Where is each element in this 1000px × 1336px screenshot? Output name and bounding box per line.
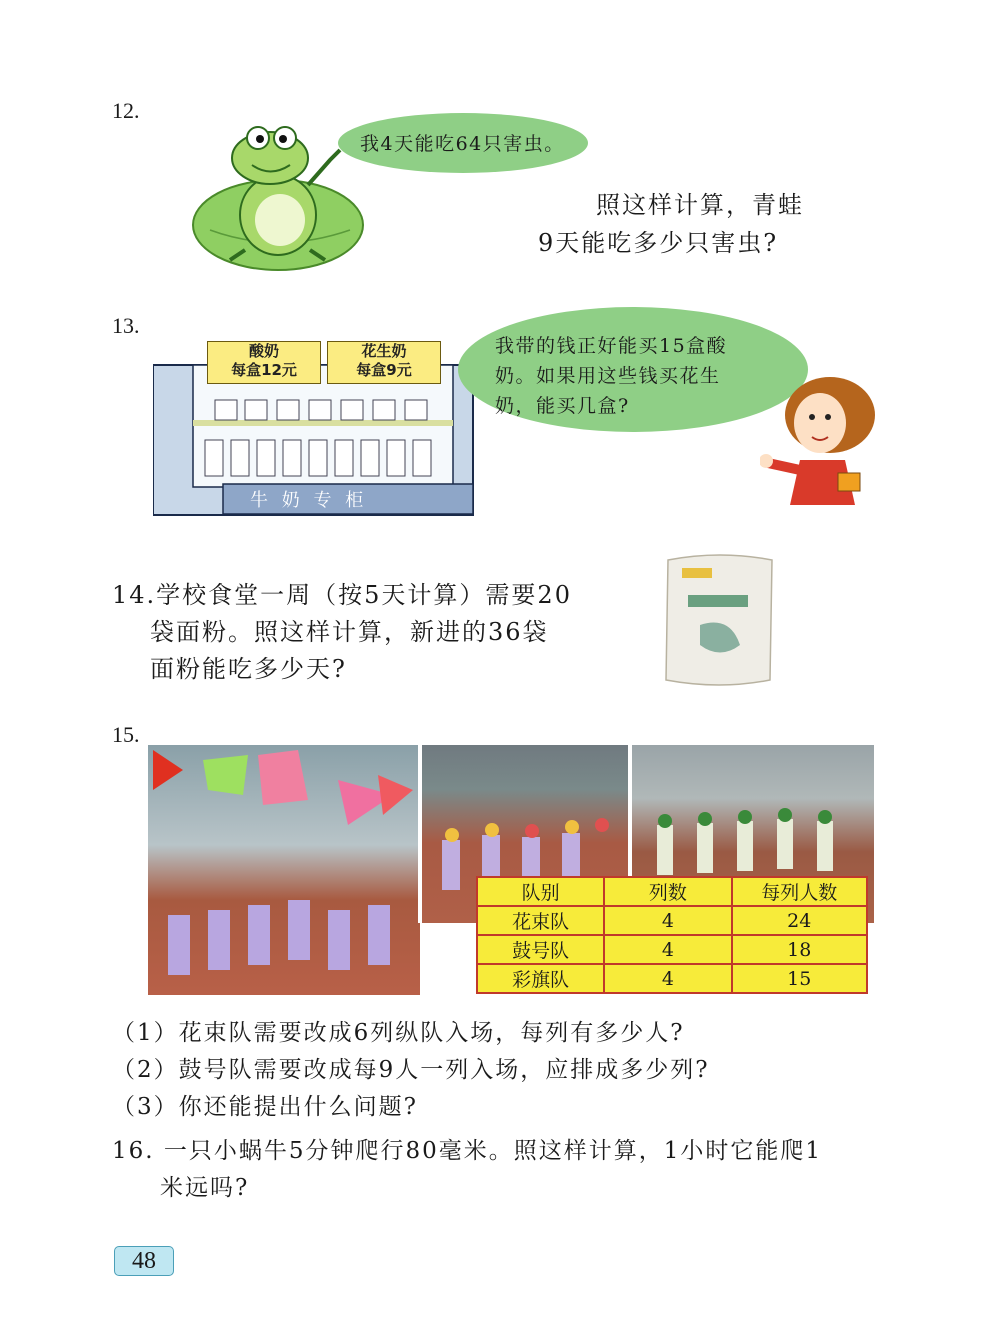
frog-speech-text: 我4天能吃64只害虫。 <box>360 133 565 155</box>
girl-speech-line3: 奶，能买几盒? <box>495 395 630 417</box>
table-row <box>477 964 867 993</box>
problem-14-line2: 袋面粉。照这样计算，新进的36袋 <box>150 618 549 646</box>
table-header-row <box>477 877 867 906</box>
problem-14-line3: 面粉能吃多少天? <box>150 655 347 683</box>
page-number: 48 <box>114 1246 174 1276</box>
yogurt-tag-price: 每盒12元 <box>231 361 297 379</box>
girl-speech-line2: 奶。如果用这些钱买花生 <box>495 365 721 387</box>
yogurt-tag-title: 酸奶 <box>248 342 279 360</box>
problem-16-line2: 米远吗? <box>160 1175 250 1201</box>
yogurt-price-tag <box>207 341 321 384</box>
table-header-cell: 列数 <box>604 877 731 906</box>
table-cell: 18 <box>732 935 868 964</box>
girl-speech-line1: 我带的钱正好能买15盒酸 <box>495 335 728 357</box>
problem-16-line1: 16. 一只小蜗牛5分钟爬行80毫米。照这样计算，1小时它能爬1 <box>112 1138 823 1164</box>
flag-team-photo <box>148 745 420 995</box>
problem-12-question-line1: 照这样计算，青蛙 <box>596 191 804 219</box>
table-cell: 鼓号队 <box>477 935 604 964</box>
girl-illustration <box>760 375 895 505</box>
problem-12-question-line2: 9天能吃多少只害虫? <box>538 229 779 257</box>
table-row <box>477 906 867 935</box>
peanut-milk-tag-price: 每盒9元 <box>356 361 412 379</box>
problem-15-question-3: （3）你还能提出什么问题? <box>112 1094 418 1120</box>
counter-sign-label: 牛 奶 专 柜 <box>250 490 368 511</box>
table-cell: 彩旗队 <box>477 964 604 993</box>
table-cell: 4 <box>604 906 731 935</box>
table-cell: 15 <box>732 964 868 993</box>
table-cell: 花束队 <box>477 906 604 935</box>
table-header-cell: 每列人数 <box>732 877 868 906</box>
problem-15-number: 15. <box>112 722 140 747</box>
table-header-cell: 队别 <box>477 877 604 906</box>
problem-13-number: 13. <box>112 313 140 338</box>
peanut-milk-price-tag <box>327 341 441 384</box>
table-cell: 24 <box>732 906 868 935</box>
problem-12-number: 12. <box>112 98 140 123</box>
team-data-table <box>476 876 868 994</box>
table-cell: 4 <box>604 935 731 964</box>
table-cell: 4 <box>604 964 731 993</box>
table-row <box>477 935 867 964</box>
problem-14-line1: 14.学校食堂一周（按5天计算）需要20 <box>112 581 572 609</box>
problem-15-question-1: （1）花束队需要改成6列纵队入场，每列有多少人? <box>112 1020 685 1046</box>
problem-15-question-2: （2）鼓号队需要改成每9人一列入场，应排成多少列? <box>112 1057 710 1083</box>
peanut-milk-tag-title: 花生奶 <box>361 342 407 360</box>
flour-bag-illustration <box>660 550 778 690</box>
